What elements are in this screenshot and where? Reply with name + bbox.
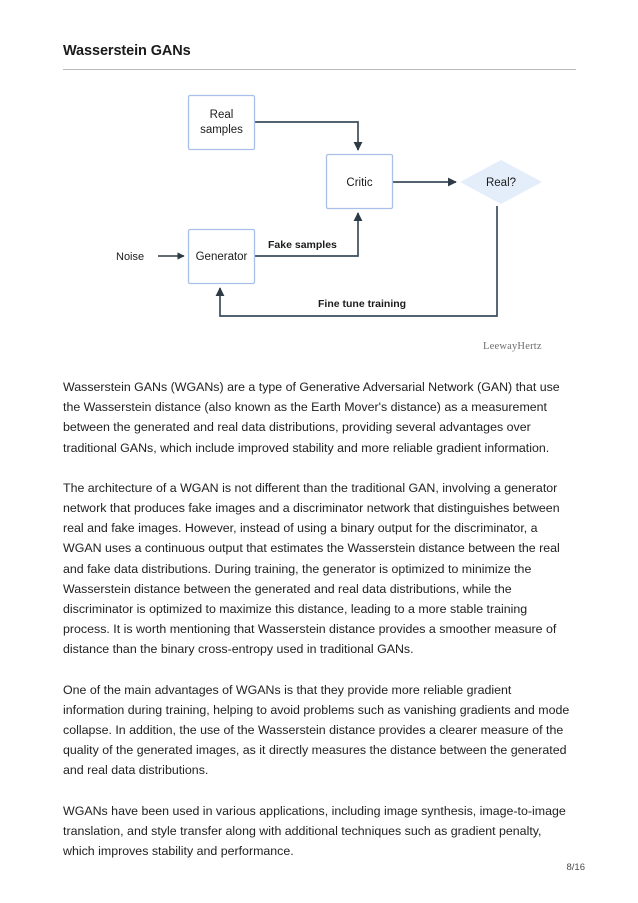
page-header [63,42,576,70]
node-real-samples-label-line2: samples [200,124,243,136]
page-number: 8/16 [566,862,585,873]
edge-real-samples-to-critic [255,122,358,150]
wgan-architecture-diagram [0,80,638,365]
node-generator-label: Generator [195,251,248,263]
article-body [63,377,574,861]
node-noise-label: Noise [116,251,145,263]
paragraph-4: WGANs have been used in various applications, including image synthesis, image-to-image translation, and style transfer along with additional techniques such as gradient penalty, which improves stability and performance. [63,803,566,859]
watermark-leewayhertz: LeewayHertz [483,341,542,352]
edge-fine-tune-training-label: Fine tune training [318,298,407,310]
node-generator [189,230,255,284]
page-title: Wasserstein GANs [63,43,191,59]
node-critic-label: Critic [346,177,373,189]
header-divider [63,69,576,70]
edge-fake-samples-label: Fake samples [268,239,337,251]
node-critic [327,155,393,209]
paragraph-1: Wasserstein GANs (WGANs) are a type of Generative Adversarial Network (GAN) that use the Wasserstein distance (also known as the Earth Mover's distance) as a measurement between the generated and real data distributions, providing several advantages over traditional GANs, which include improved stability and more reliable gradient information. [63,380,560,455]
node-decision-label: Real? [485,177,517,189]
node-real-samples [189,96,255,150]
paragraph-3: One of the main advantages of WGANs is that they provide more reliable gradient information during training, helping to avoid problems such as vanishing gradients and mode collapse. In addition, the use of the Wasserstein distance provides a clearer measure of the quality of the generated images, as it directly measures the distance between the generated and real data distributions. [63,682,570,778]
paragraph-2: The architecture of a WGAN is not different than the traditional GAN, involving a generator network that produces fake images and a discriminator network that distinguishes between real and fake images. However, instead of using a binary output for the discriminator, a WGAN uses a continuous output that estimates the Wasserstein distance between the real and fake data distributions. During training, the generator is optimized to minimize the Wasserstein distance between the generated and real data distributions, while the discriminator is optimized to maximize this distance, leading to a more stable training process. It is worth mentioning that Wasserstein distance provides a smoother measure of distance than the binary cross-entropy used in traditional GANs. [63,480,560,657]
node-decision-real [460,160,542,204]
node-real-samples-label-line1: Real [209,109,234,121]
